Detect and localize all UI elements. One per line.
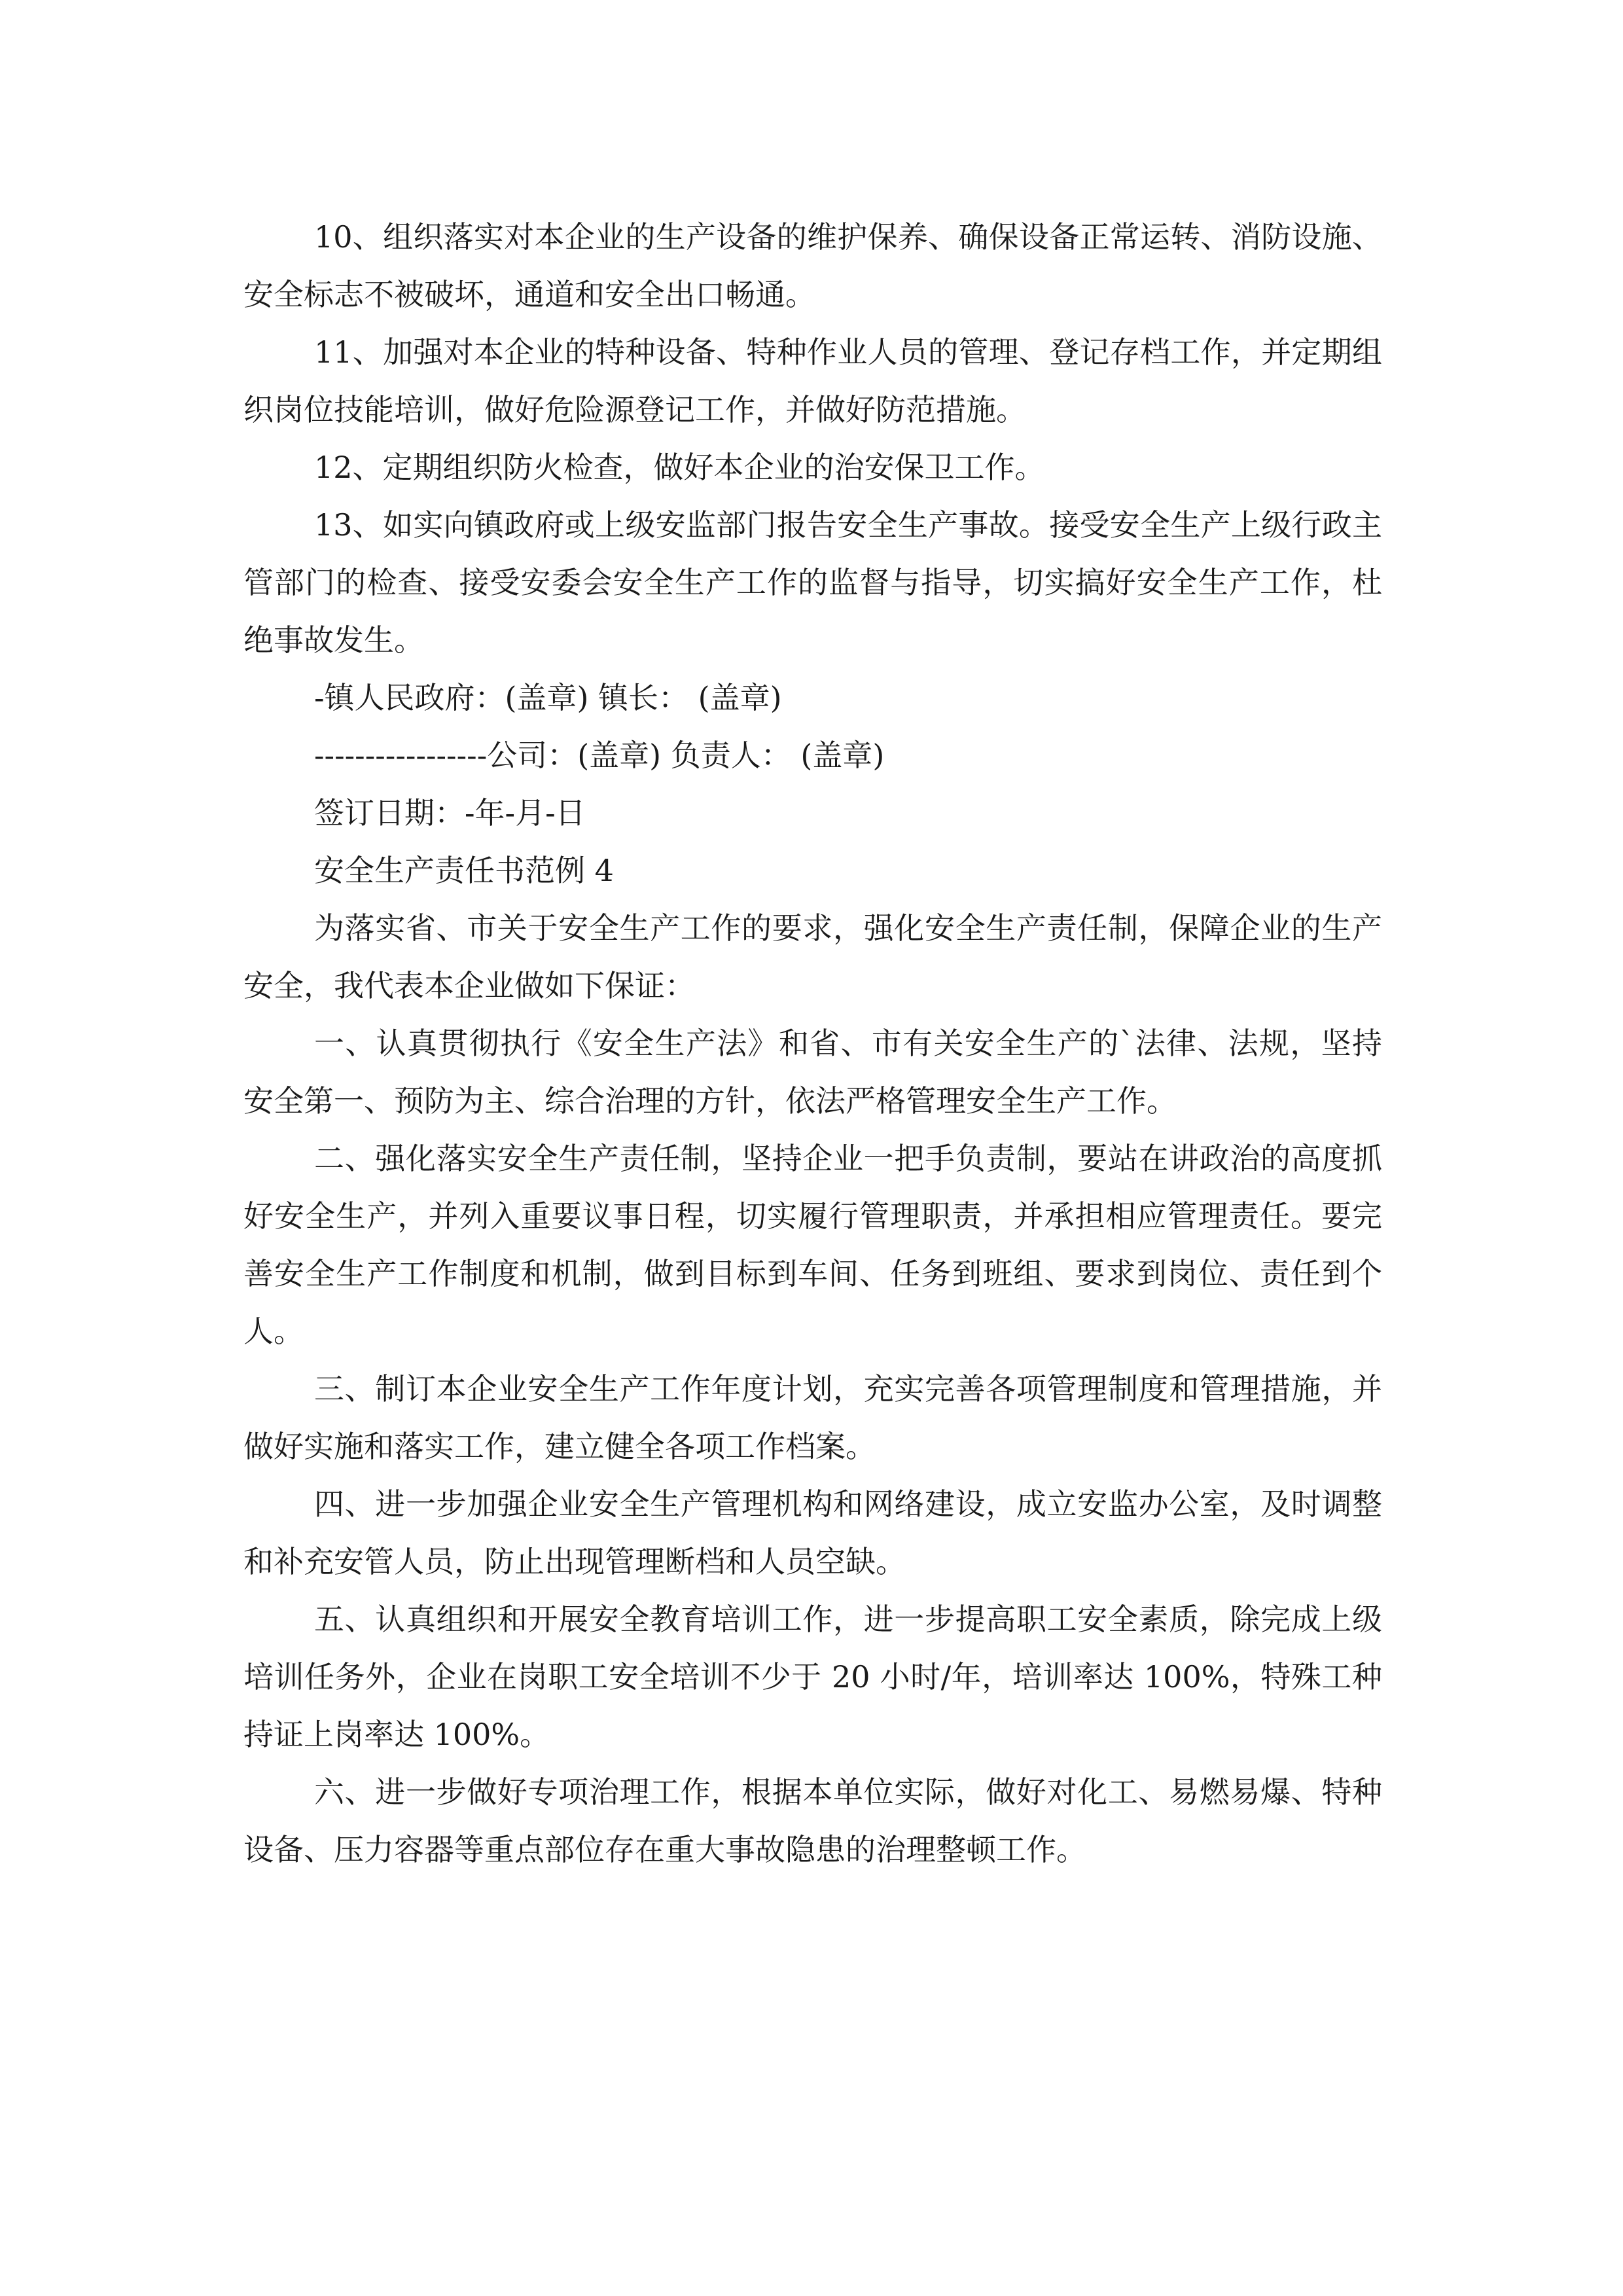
paragraph-item-13: 13、如实向镇政府或上级安监部门报告安全生产事故。接受安全生产上级行政主管部门的检查、接受安委会安全生产工作的监督与指导，切实搞好安全生产工作，杜绝事故发生。 xyxy=(243,507,1382,658)
signature-line-government: -镇人民政府：(盖章) 镇长： (盖章) xyxy=(314,680,782,715)
paragraph-item-10: 10、组织落实对本企业的生产设备的维护保养、确保设备正常运转、消防设施、安全标志不被破坏，通道和安全出口畅通。 xyxy=(243,219,1382,312)
signing-date: 签订日期：-年-月-日 xyxy=(314,795,586,831)
clause-one: 一、认真贯彻执行《安全生产法》和省、市有关安全生产的`法律、法规，坚持安全第一、预防为主、综合治理的方针，依法严格管理安全生产工作。 xyxy=(243,1026,1382,1119)
paragraph-item-11: 11、加强对本企业的特种设备、特种作业人员的管理、登记存档工作，并定期组织岗位技能培训，做好危险源登记工作，并做好防范措施。 xyxy=(243,334,1382,427)
clause-two: 二、强化落实安全生产责任制，坚持企业一把手负责制，要站在讲政治的高度抓好安全生产，并列入重要议事日程，切实履行管理职责，并承担相应管理责任。要完善安全生产工作制度和机制，做到目标到车间、任务到班组、要求到岗位、责任到个人。 xyxy=(243,1141,1382,1349)
intro-paragraph: 为落实省、市关于安全生产工作的要求，强化安全生产责任制，保障企业的生产安全，我代表本企业做如下保证： xyxy=(243,910,1382,1003)
paragraph-item-12: 12、定期组织防火检查，做好本企业的治安保卫工作。 xyxy=(314,450,1045,485)
clause-five: 五、认真组织和开展安全教育培训工作，进一步提高职工安全素质，除完成上级培训任务外，企业在岗职工安全培训不少于 20 小时/年，培训率达 100%，特殊工种持证上岗率达 100%。 xyxy=(243,1602,1382,1752)
clause-six: 六、进一步做好专项治理工作，根据本单位实际，做好对化工、易燃易爆、特种设备、压力容器等重点部位存在重大事故隐患的治理整顿工作。 xyxy=(243,1774,1382,1867)
section-heading: 安全生产责任书范例 4 xyxy=(314,853,614,888)
clause-four: 四、进一步加强企业安全生产管理机构和网络建设，成立安监办公室，及时调整和补充安管人员，防止出现管理断档和人员空缺。 xyxy=(243,1486,1382,1579)
signature-line-company: -----------------公司：(盖章) 负责人： (盖章) xyxy=(314,738,885,773)
clause-three: 三、制订本企业安全生产工作年度计划，充实完善各项管理制度和管理措施，并做好实施和落实工作，建立健全各项工作档案。 xyxy=(243,1371,1382,1464)
document-body xyxy=(243,208,1382,1878)
